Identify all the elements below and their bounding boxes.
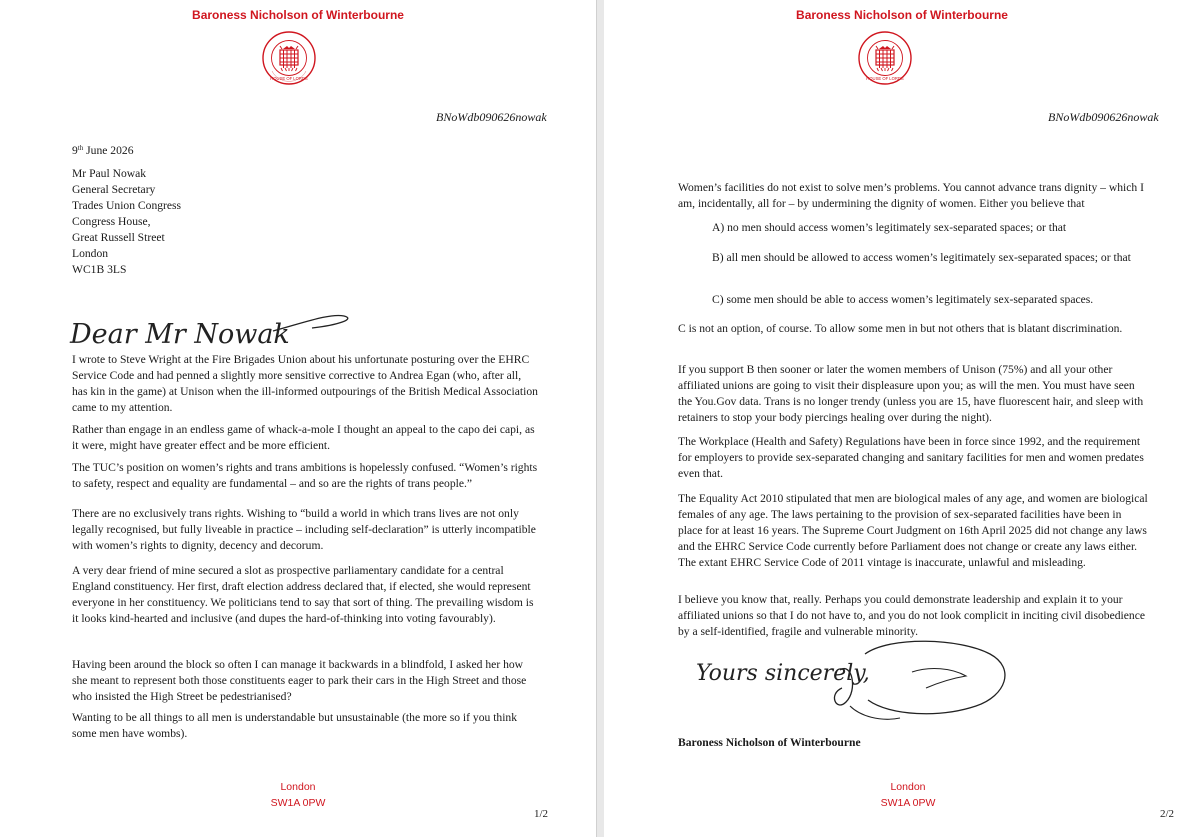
handwritten-signature bbox=[690, 632, 1020, 728]
address-line: London bbox=[72, 247, 109, 260]
letter-paragraph: Wanting to be all things to all men is understandable but unsustainable (the more so if you think some men have wombs). bbox=[72, 711, 518, 740]
address-line: General Secretary bbox=[72, 183, 156, 196]
signatory-name: Baroness Nicholson of Winterbourne bbox=[678, 736, 861, 749]
handwritten-salutation bbox=[68, 305, 358, 353]
address-line: Great Russell Street bbox=[72, 231, 165, 244]
portcullis-crest-icon bbox=[857, 30, 913, 86]
crest-caption: HOUSE OF LORDS bbox=[270, 76, 308, 81]
letter-paragraph: If you support B then sooner or later the women members of Unison (75%) and all your other affiliated unions are going to visit their displeasure upon you; as will the men. You must have seen the You.Gov data. Trans is no longer trendy (unless you are 15, have fluorescent hair, and sleep with retainers to stop your body piercings healing over during the night). bbox=[678, 363, 1144, 424]
footer-postcode: SW1A 0PW bbox=[270, 797, 326, 809]
address-line: Mr Paul Nowak bbox=[72, 167, 147, 180]
option-item: A) no men should access women’s legitimately sex-separated spaces; or that bbox=[712, 221, 1067, 234]
date-day: 9 bbox=[72, 144, 78, 157]
option-item: B) all men should be allowed to access women’s legitimately sex-separated spaces; or that bbox=[712, 251, 1131, 264]
address-line: WC1B 3LS bbox=[72, 263, 127, 276]
date-suffix: th bbox=[77, 144, 84, 152]
recipient-address bbox=[72, 166, 181, 278]
salutation-text: Dear Mr Nowak bbox=[70, 319, 290, 350]
letter-date bbox=[72, 140, 134, 159]
letter-paragraph: Women’s facilities do not exist to solve men’s problems. You cannot advance trans dignity – which I am, incidentally, all for – by undermining the dignity of women. Either you believe that bbox=[678, 181, 1144, 210]
option-item: C) some men should be able to access women’s legitimately sex-separated spaces. bbox=[712, 293, 1094, 306]
letterhead-footer bbox=[858, 779, 958, 811]
letter-paragraph: I wrote to Steve Wright at the Fire Brigades Union about his unfortunate posturing over the EHRC Service Code and had penned a slightly more sensitive corrective to Andrea Egan (who, after all, has kin in the game) at Unison when the ill-informed outpourings of the British Medical Association came to my attention. bbox=[72, 353, 538, 414]
address-line: Congress House, bbox=[72, 215, 151, 228]
letter-paragraph: A very dear friend of mine secured a slot as prospective parliamentary candidate for a central England constituency. Her first, draft election address declared that, if elected, she would represent everyone in her constituency. We politicians tend to say that sort of thing. The prevailing wisdom is it looks kind-hearted and inclusive (and dupes the hard-of-thinking into voting favourably). bbox=[72, 564, 534, 625]
footer-postcode: SW1A 0PW bbox=[880, 797, 936, 809]
letter-paragraph: There are no exclusively trans rights. Wishing to “build a world in which trans lives are not only legally recognised, but fully liveable in practice – including self-declaration” is utterly incompatible with women’s rights to dignity, decency and decorum. bbox=[72, 507, 536, 552]
letterhead-name: Baroness Nicholson of Winterbourne bbox=[796, 8, 1008, 22]
letter-page-1 bbox=[0, 0, 596, 837]
letter-paragraph: I believe you know that, really. Perhaps you could demonstrate leadership and explain it to your affiliated unions so that I do not have to, and you do not look complicit in inciting civil disobedience by a self-identified, fragile and vulnerable minority. bbox=[678, 593, 1145, 638]
letterhead-name: Baroness Nicholson of Winterbourne bbox=[192, 8, 404, 22]
portcullis-crest-icon bbox=[261, 30, 317, 86]
letterhead-footer bbox=[248, 779, 348, 811]
valediction-text: Yours sincerely, bbox=[696, 661, 870, 686]
letter-paragraph: The TUC’s position on women’s rights and trans ambitions is hopelessly confused. “Women’s rights to safety, respect and equality are fundamental – and so are the rights of trans people.” bbox=[72, 461, 538, 490]
letter-paragraph: The Equality Act 2010 stipulated that men are biological males of any age, and women are biological females of any age. The laws pertaining to the provision of sex-separated facilities have been in place for at least 16 years. The Supreme Court Judgment on 16th April 2025 did not change any laws and the EHRC Service Code currently before Parliament does not change or create any laws either. The extant EHRC Service Code of 2011 vintage is inaccurate, unlawful and misleading. bbox=[678, 492, 1148, 569]
reference-code: BNoWdb090626nowak bbox=[436, 110, 547, 124]
date-rest: June 2026 bbox=[83, 144, 134, 157]
crest-caption: HOUSE OF LORDS bbox=[866, 76, 904, 81]
letter-paragraph: The Workplace (Health and Safety) Regulations have been in force since 1992, and the requirement for employers to provide sex-separated changing and sanitary facilities for men and women predates even that. bbox=[678, 435, 1144, 480]
letter-paragraph: Having been around the block so often I can manage it backwards in a blindfold, I asked her how she meant to represent both those constituents eager to park their cars in the High Street and those who insisted the High Street be pedestrianised? bbox=[72, 658, 527, 703]
letter-paragraph: Rather than engage in an endless game of whack-a-mole I thought an appeal to the capo dei capi, as it were, might have greater effect and be more efficient. bbox=[72, 423, 535, 452]
page-number: 2/2 bbox=[1160, 808, 1175, 820]
footer-city: London bbox=[280, 781, 316, 793]
address-line: Trades Union Congress bbox=[72, 199, 182, 212]
footer-city: London bbox=[890, 781, 926, 793]
letter-paragraph: C is not an option, of course. To allow some men in but not others that is blatant discrimination. bbox=[678, 322, 1123, 335]
reference-code: BNoWdb090626nowak bbox=[1048, 110, 1159, 124]
page-number: 1/2 bbox=[534, 808, 549, 820]
